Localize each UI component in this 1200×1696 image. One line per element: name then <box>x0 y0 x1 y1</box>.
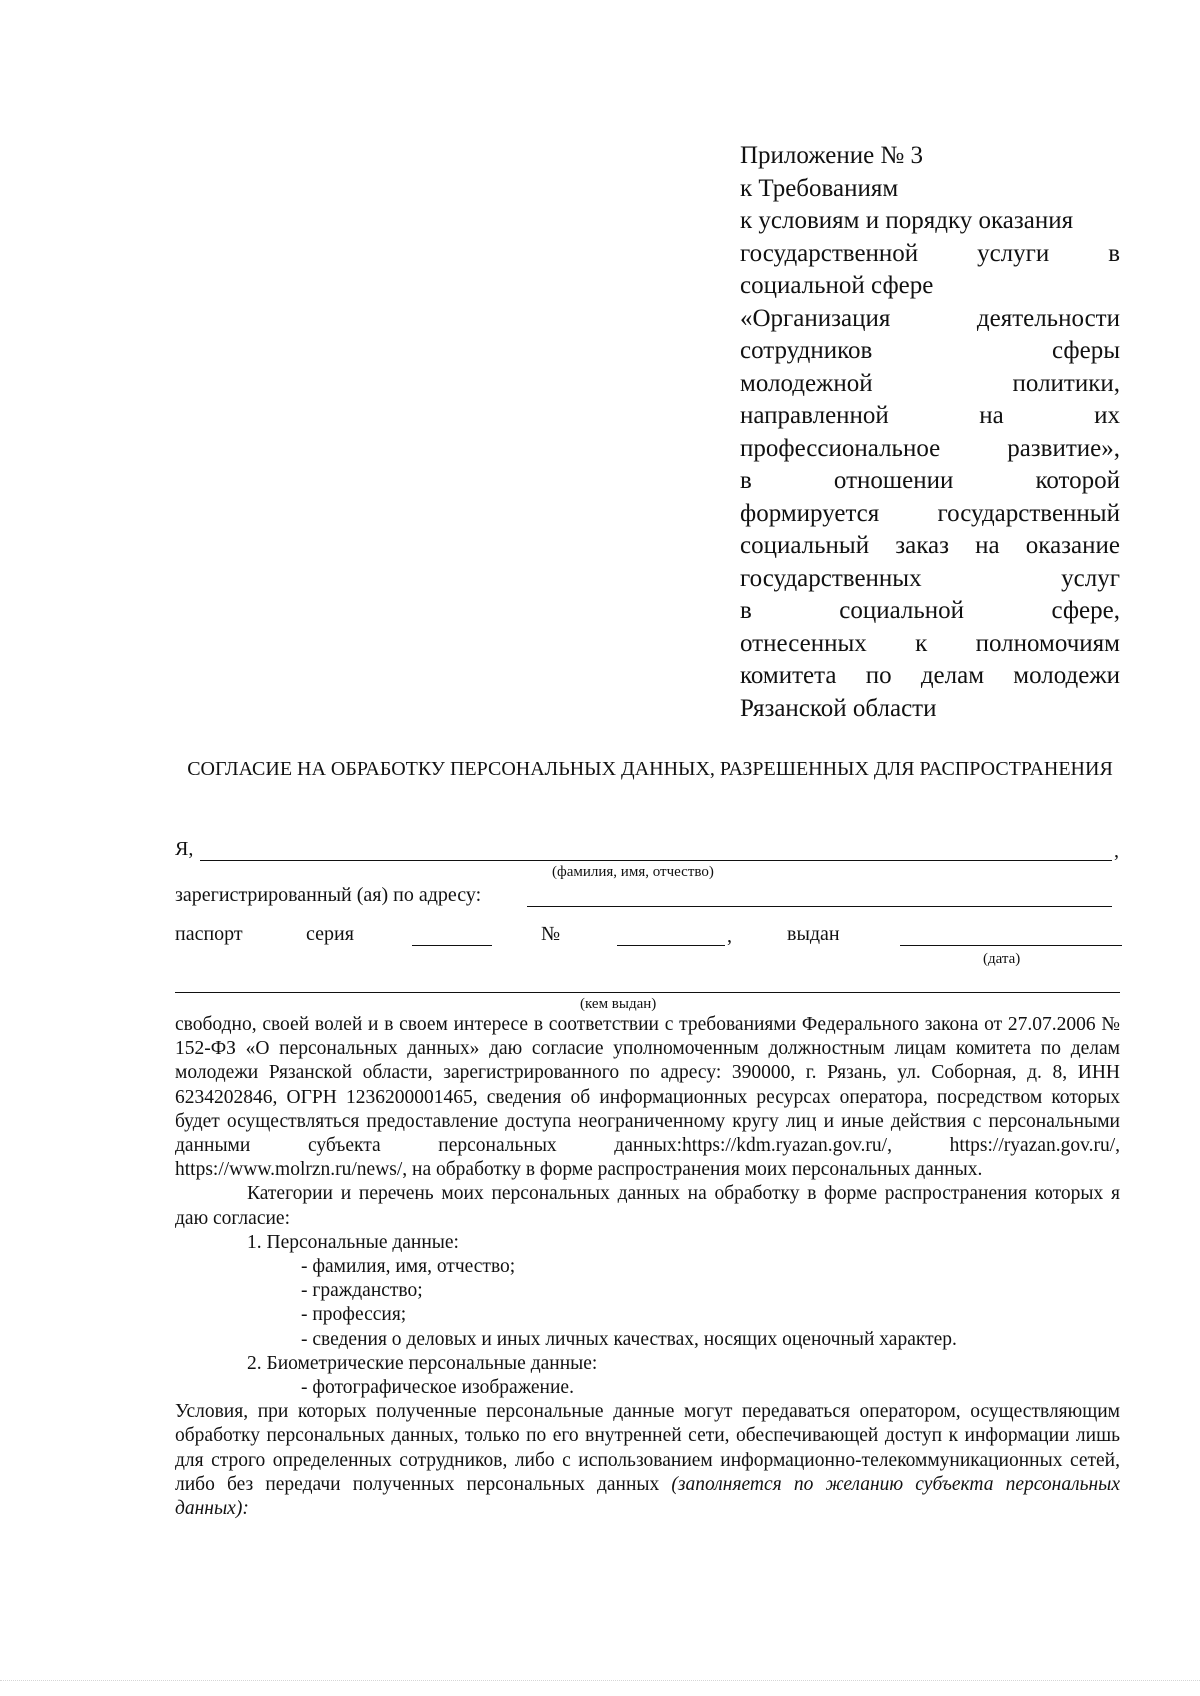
address-label: зарегистрированный (ая) по адресу: <box>175 884 482 906</box>
series-field[interactable] <box>412 945 492 946</box>
appendix-line: сотрудников сферы <box>740 337 1120 364</box>
appendix-line: в отношении которой <box>740 467 1120 494</box>
appendix-line: государственных услуг <box>740 564 1120 592</box>
consent-body <box>175 1013 1120 1521</box>
document-title: СОГЛАСИЕ НА ОБРАБОТКУ ПЕРСОНАЛЬНЫХ ДАННЫХ, РАЗРЕШЕННЫХ ДЛЯ РАСПРОСТРАНЕНИЯ <box>187 758 1113 780</box>
category-item: - профессия; <box>301 1304 407 1326</box>
appendix-line: в социальной сфере, <box>740 597 1120 624</box>
date-field[interactable] <box>900 945 1122 946</box>
appendix-line: Рязанской области <box>740 694 937 722</box>
category-item: - сведения о деловых и иных личных качествах, носящих оценочный характер. <box>301 1328 957 1350</box>
conditions-note: (заполняется по желанию субъекта персональных данных): <box>175 1473 1121 1520</box>
number-field[interactable] <box>617 945 725 946</box>
appendix-line: Приложение № 3 <box>740 142 924 169</box>
number-comma: , <box>727 925 732 947</box>
issued-by-field[interactable] <box>175 992 1120 993</box>
date-hint: (дата) <box>983 951 1021 967</box>
appendix-line: социальной сфере <box>740 272 934 299</box>
appendix-line: отнесенных к полномочиям <box>740 629 1120 657</box>
fio-hint: (фамилия, имя, отчество) <box>552 864 714 880</box>
fio-field[interactable] <box>200 860 1112 861</box>
category-item: - гражданство; <box>301 1280 423 1302</box>
category-item: - фотографическое изображение. <box>301 1377 574 1399</box>
conditions-text: Условия, при которых полученные персональные данные могут передаваться оператором, осуществляющим обработку персональных данных, только по его внутренней сети, обеспечивающей доступ к информации лишь для строго определенных сотрудников, либо с использованием информационно-телекоммуникационных сетей, либо без передачи полученных персональных данных <box>175 1401 1120 1495</box>
address-field[interactable] <box>527 906 1112 907</box>
consent-paragraph: свободно, своей волей и в своем интересе в соответствии с требованиями Федерального закона от 27.07.2006 № 152-ФЗ «О персональных данных» даю согласие уполномоченным должностным лицам комитета по делам молодежи Рязанской области, зарегистрированного по адресу: 390000, г. Рязань, ул. Соборная, д. 8, ИНН 6234202846, ОГРН 1236200001465, сведения об информационных ресурсах оператора, посредством которых будет осуществляться предоставление доступа неограниченному кругу лиц и иные действия с персональными данными субъекта персональных данных:https://kdm.ryazan.gov.ru/, https://ryazan.gov.ru/, https://www.molrzn.ru/news/, на обработку в форме распространения моих персональных данных. <box>175 1014 1120 1181</box>
number-label: № <box>541 923 561 945</box>
scan-noise-divider <box>0 1680 1200 1685</box>
categories-paragraph: Категории и перечень моих персональных данных на обработку в форме распространения которых я даю согласие: <box>175 1183 1120 1229</box>
appendix-line: социальный заказ на оказание <box>740 532 1120 559</box>
appendix-line: «Организация деятельности <box>740 304 1120 332</box>
appendix-line: комитета по делам молодежи <box>740 662 1120 689</box>
category-title: 2. Биометрические персональные данные: <box>247 1352 598 1374</box>
appendix-line: к условиям и порядку оказания <box>740 207 1074 234</box>
category-title: 1. Персональные данные: <box>247 1231 459 1253</box>
appendix-line: государственной услуги в <box>740 239 1120 267</box>
i-label: Я, <box>175 838 194 860</box>
issued-by-hint: (кем выдан) <box>580 996 657 1012</box>
appendix-line: формируется государственный <box>740 499 1120 527</box>
series-label: серия <box>306 923 354 945</box>
conditions-paragraph <box>175 1400 1120 1521</box>
category-item: - фамилия, имя, отчество; <box>301 1256 516 1278</box>
appendix-line: к Требованиям <box>740 174 899 202</box>
trailing-comma: , <box>1114 840 1119 862</box>
issued-label: выдан <box>787 923 840 945</box>
appendix-line: молодежной политики, <box>740 369 1120 397</box>
appendix-line: профессиональное развитие», <box>740 434 1120 462</box>
passport-label: паспорт <box>175 923 243 945</box>
appendix-block <box>740 140 1120 725</box>
appendix-line: направленной на их <box>740 402 1120 429</box>
